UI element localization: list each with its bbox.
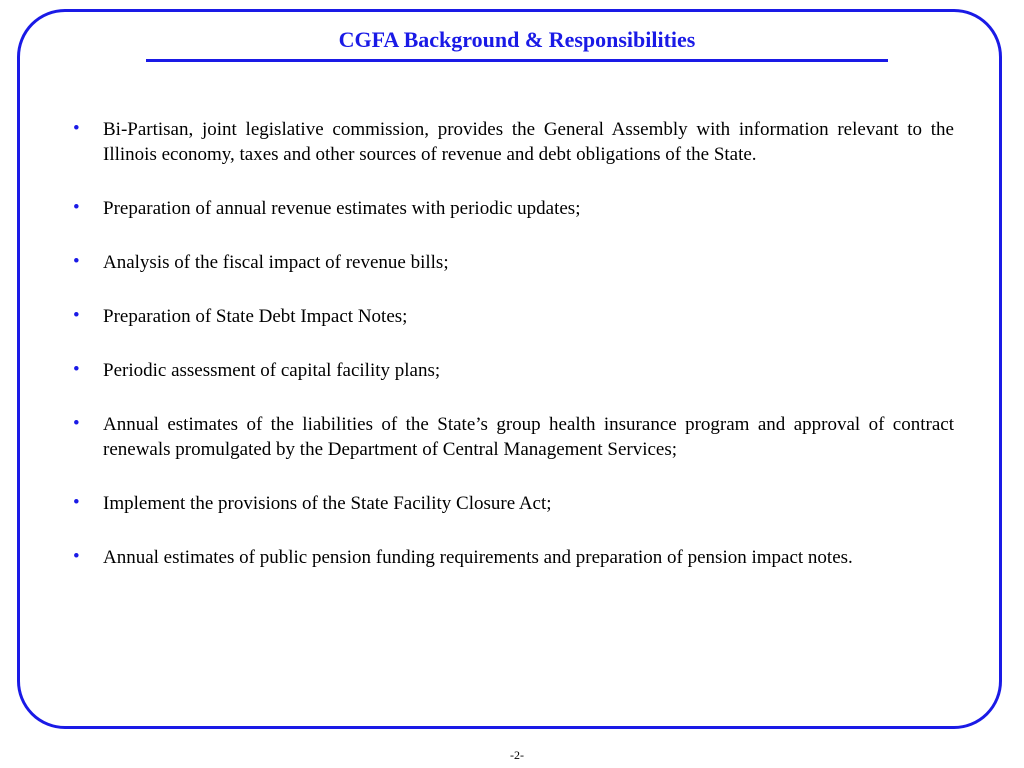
bullet-dot-icon: • <box>73 492 80 513</box>
list-item <box>73 545 954 570</box>
title-underline <box>146 59 888 62</box>
slide-title: CGFA Background & Responsibilities <box>338 27 696 52</box>
list-item <box>73 250 954 275</box>
bullet-dot-icon: • <box>73 359 80 380</box>
list-item <box>73 491 954 516</box>
list-item-text: Periodic assessment of capital facility plans; <box>103 360 441 381</box>
list-item <box>73 412 954 462</box>
list-item <box>73 117 954 167</box>
list-item-text: Analysis of the fiscal impact of revenue bills; <box>103 252 449 273</box>
list-item-text: Implement the provisions of the State Facility Closure Act; <box>103 493 552 514</box>
list-item-text: Preparation of State Debt Impact Notes; <box>103 306 408 327</box>
list-item <box>73 196 954 221</box>
bullet-dot-icon: • <box>73 413 80 434</box>
list-item-text: Annual estimates of public pension funding requirements and preparation of pension impact notes. <box>103 547 853 568</box>
list-item-text: Annual estimates of the liabilities of the State’s group health insurance program and approval of contract renewals promulgated by the Department of Central Management Services; <box>103 414 954 460</box>
list-item <box>73 304 954 329</box>
bullet-dot-icon: • <box>73 197 80 218</box>
list-item-text: Preparation of annual revenue estimates with periodic updates; <box>103 198 581 219</box>
list-item-text: Bi-Partisan, joint legislative commission, provides the General Assembly with information relevant to the Illinois economy, taxes and other sources of revenue and debt obligations of the State. <box>103 119 954 165</box>
bullet-dot-icon: • <box>73 251 80 272</box>
bullet-dot-icon: • <box>73 546 80 567</box>
bullet-dot-icon: • <box>73 305 80 326</box>
page-number: -2- <box>510 748 524 762</box>
bullet-dot-icon: • <box>73 118 80 139</box>
list-item <box>73 358 954 383</box>
responsibilities-list <box>73 117 954 599</box>
